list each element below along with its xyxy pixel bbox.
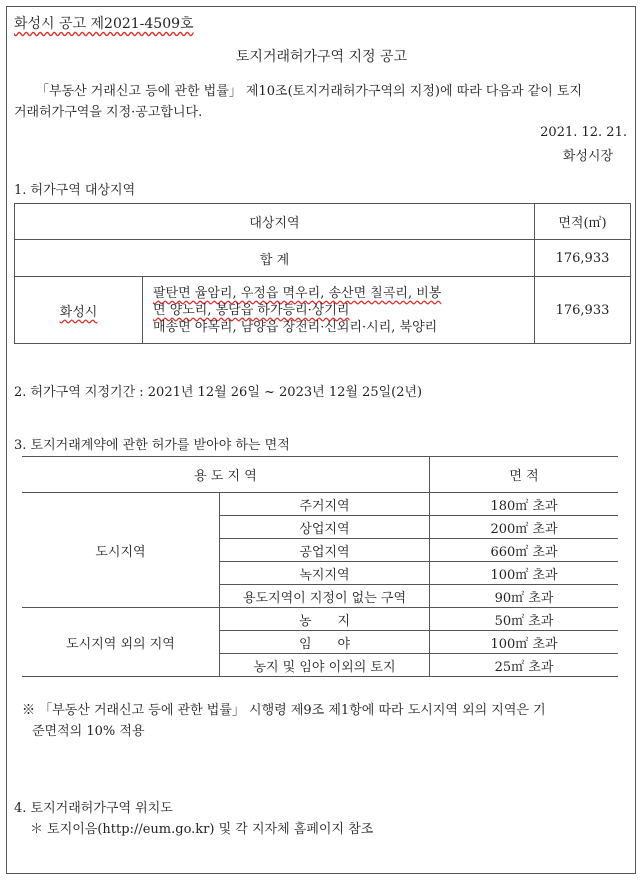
- location-reference: ＊ 토지이음(http://eum.go.kr) 및 각 지자체 홈페이지 참조: [30, 822, 374, 837]
- intro-line-2: 거래허가구역을 지정·공고합니다.: [14, 105, 203, 120]
- section2-heading: 2. 허가구역 지정기간 : 2021년 12월 26일 ~ 2023년 12월 25일(2년): [14, 385, 423, 400]
- zone-name: 상업지역: [220, 516, 430, 539]
- zone-value: 180㎡ 초과: [430, 493, 619, 516]
- zone-name: 용도지역이 지정이 없는 구역: [220, 585, 430, 608]
- zone-name: 공업지역: [220, 539, 430, 562]
- issuer: 화성시장: [562, 149, 613, 164]
- zone-name: 임 야: [220, 631, 430, 654]
- region-value: 176,933: [535, 277, 631, 344]
- city-cell: [15, 277, 143, 344]
- zone-name: 농 지: [220, 608, 430, 631]
- col-header-area: 대상지역: [15, 204, 535, 240]
- section1-heading: 1. 허가구역 대상지역: [14, 183, 136, 198]
- notice-date: 2021. 12. 21.: [540, 125, 627, 140]
- notice-number: 화성시 공고 제2021-4509호: [14, 16, 194, 32]
- zone-name: 주거지역: [220, 493, 430, 516]
- col-header-zone: 용 도 지 역: [22, 457, 430, 493]
- total-label: 합 계: [15, 240, 535, 277]
- zone-value: 660㎡ 초과: [430, 539, 619, 562]
- zone-value: 25㎡ 초과: [430, 654, 619, 677]
- target-area-table: [14, 203, 631, 344]
- col-header-size: 면적(㎡): [535, 204, 631, 240]
- zone-name: 녹지지역: [220, 562, 430, 585]
- note-line-2: 준면적의 10% 적용: [32, 724, 145, 739]
- city-name: 화성시: [59, 304, 98, 320]
- note-line-1: ※ 「부동산 거래신고 등에 관한 법률」 시행령 제9조 제1항에 따라 도시지역 외의 지역은 기: [22, 703, 546, 718]
- zone-name: 농지 및 임야 이외의 토지: [220, 654, 430, 677]
- zone-value: 100㎡ 초과: [430, 562, 619, 585]
- zone-value: 200㎡ 초과: [430, 516, 619, 539]
- zone-value: 50㎡ 초과: [430, 608, 619, 631]
- zone-value: 100㎡ 초과: [430, 631, 619, 654]
- total-value: 176,933: [535, 240, 631, 277]
- col-header-permit-size: 면 적: [430, 457, 619, 493]
- urban-area-label: 도시지역: [22, 493, 220, 608]
- region-line: 면 양노리, 봉담읍 하가등리·상기리: [153, 302, 350, 318]
- page-title: 토지거래허가구역 지정 공고: [235, 49, 408, 65]
- zone-value: 90㎡ 초과: [430, 585, 619, 608]
- permit-area-table: [22, 456, 618, 677]
- section4-heading: 4. 토지거래허가구역 위치도: [14, 801, 173, 816]
- nonurban-area-label: 도시지역 외의 지역: [22, 608, 220, 677]
- region-line: 팔탄면 율암리, 우정읍 멱우리, 송산면 칠곡리, 비봉: [153, 285, 442, 301]
- region-line: 매송면 야목리, 남양읍 장전리·신외리·시리, 북양리: [153, 319, 438, 335]
- region-list: [143, 277, 535, 344]
- intro-line-1: 「부동산 거래신고 등에 관한 법률」 제10조(토지거래허가구역의 지정)에 따라 다음과 같이 토지: [36, 84, 583, 99]
- section3-heading: 3. 토지거래계약에 관한 허가를 받아야 하는 면적: [14, 438, 290, 453]
